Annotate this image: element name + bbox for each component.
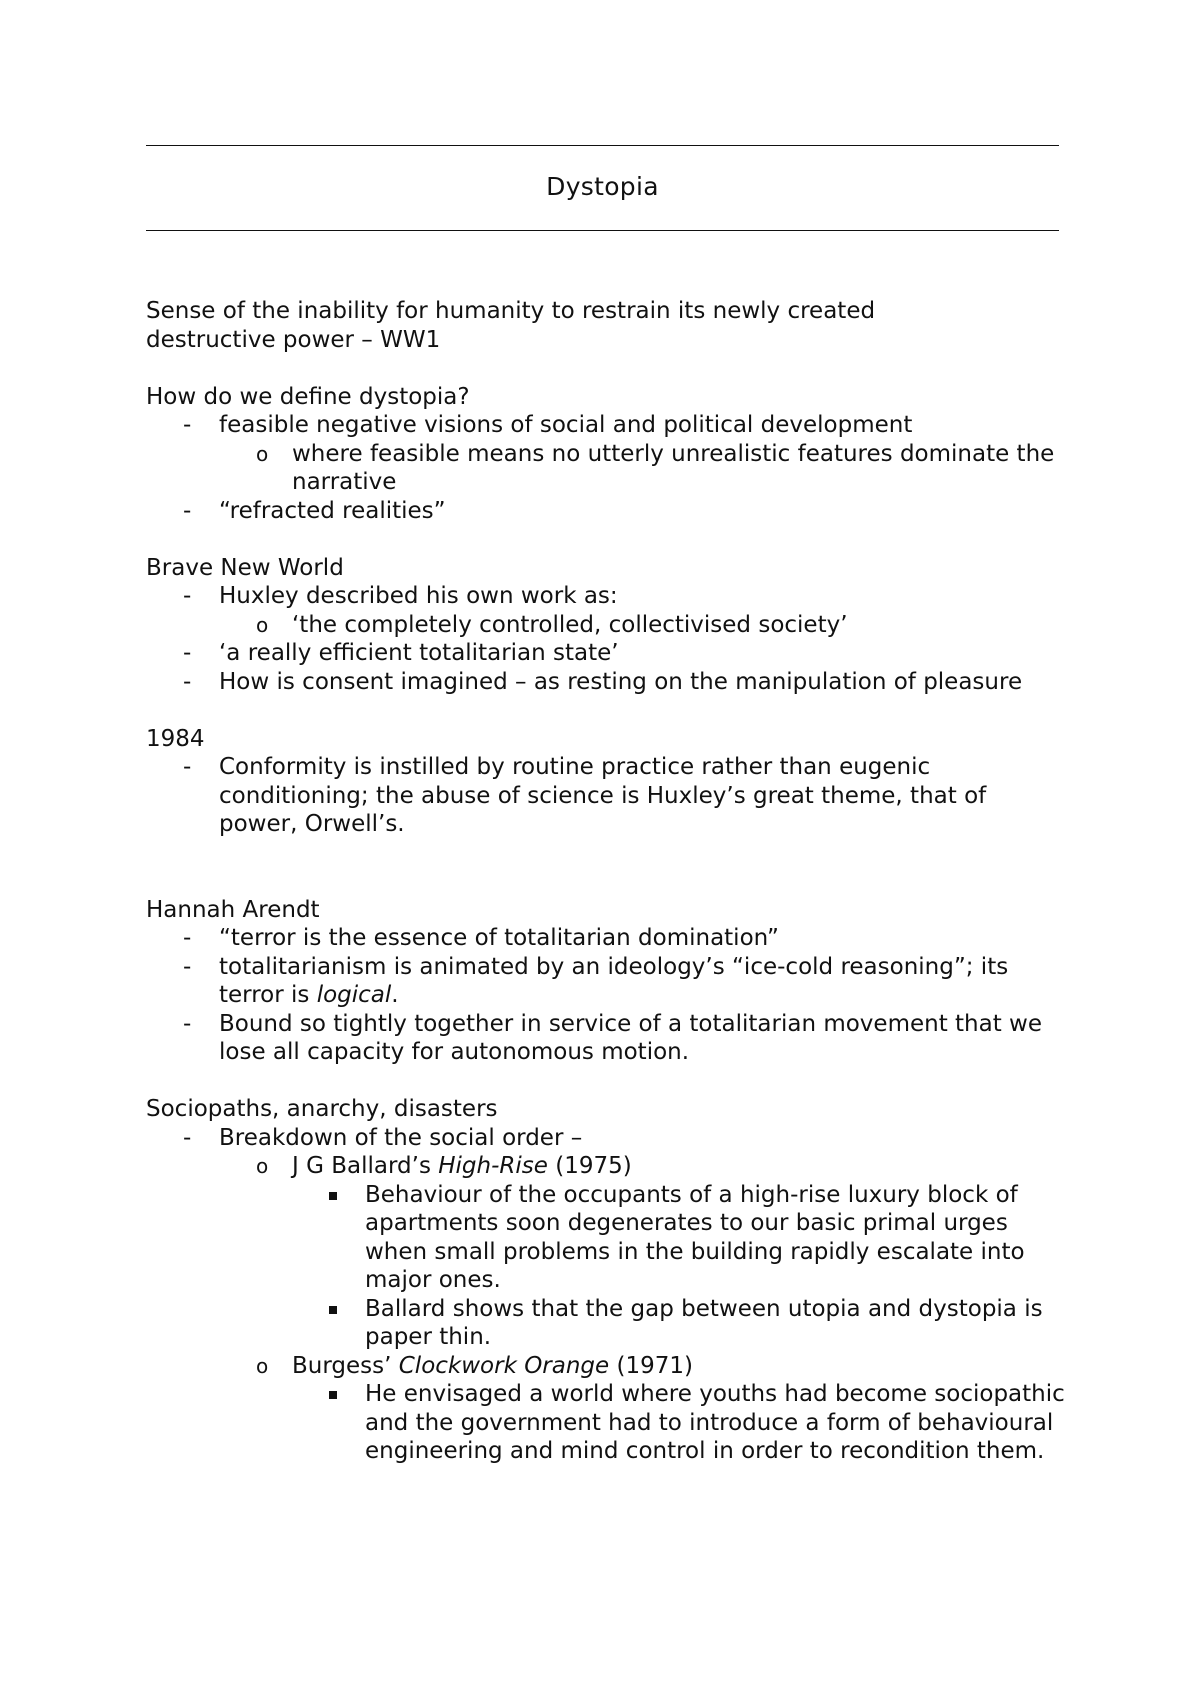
list-item: Behaviour of the occupants of a high-rise luxury block of apartments soon degenerates to our basic primal urges when small problems in the building rapidly escalate into major ones. (146, 1181, 1066, 1295)
list-item: - Conformity is instilled by routine practice rather than eugenic conditioning; the abuse of science is Huxley’s great theme, that of power, Orwell’s. (183, 754, 987, 837)
circle-bullet: o (256, 1154, 269, 1178)
dash-bullet: - (183, 583, 192, 609)
circle-bullet: o (256, 1353, 269, 1378)
title-top-rule (146, 145, 1059, 146)
intro-line-2: destructive power – WW1 (146, 326, 441, 353)
document-title: Dystopia (546, 172, 659, 201)
section-heading-brave-new-world: Brave New World (146, 554, 344, 581)
section-heading-sociopaths: Sociopaths, anarchy, disasters (146, 1096, 498, 1122)
list-item: o where feasible means no utterly unrealistic features dominate the narrative (256, 440, 1055, 495)
list-item: - Huxley described his own work as: (183, 583, 618, 609)
square-bullet (329, 1306, 337, 1314)
section-heading-arendt: Hannah Arendt (146, 896, 320, 923)
list-item: He envisaged a world where youths had become sociopathic and the government had to introduce a form of behavioural engineering and mind control in order to recondition them. (146, 1380, 1066, 1466)
dash-bullet: - (183, 953, 192, 980)
list-item: o ‘the completely controlled, collectivised society’ (256, 611, 848, 638)
list-item: o Burgess’ Clockwork Orange (1971) (256, 1352, 693, 1379)
list-item: - Breakdown of the social order – (183, 1124, 583, 1151)
list-item: - ‘a really efficient totalitarian state’ (183, 640, 619, 666)
circle-bullet: o (256, 441, 269, 466)
list-item: - How is consent imagined – as resting on the manipulation of pleasure (183, 668, 1023, 695)
document-body (146, 297, 1066, 1466)
define-list (146, 411, 1066, 440)
square-bullet (329, 1391, 337, 1399)
list-item: - feasible negative visions of social and political development (183, 412, 913, 438)
section-heading-define: How do we define dystopia? (146, 383, 470, 410)
list-item: - “refracted realities” (183, 497, 446, 524)
square-bullet (329, 1192, 337, 1200)
list-item: - “terror is the essence of totalitarian domination” (183, 925, 779, 951)
dash-bullet: - (183, 1124, 192, 1151)
intro-line-1: Sense of the inability for humanity to restrain its newly created (146, 298, 876, 324)
dash-bullet: - (183, 668, 192, 695)
dash-bullet: - (183, 1010, 192, 1037)
title-bottom-rule (146, 230, 1059, 231)
circle-bullet: o (256, 612, 269, 637)
dash-bullet: - (183, 925, 192, 951)
dash-bullet: - (183, 640, 192, 666)
section-heading-1984: 1984 (146, 725, 205, 752)
dash-bullet: - (183, 754, 192, 780)
list-item: Ballard shows that the gap between utopia and dystopia is paper thin. (146, 1295, 1066, 1352)
list-item: o J G Ballard’s High-Rise (1975) (256, 1153, 632, 1179)
dash-bullet: - (183, 497, 192, 524)
define-sublist (146, 440, 1066, 497)
list-item: - totalitarianism is animated by an ideology’s “ice-cold reasoning”; its terror is logical. (183, 953, 1009, 1008)
list-item: - Bound so tightly together in service of a totalitarian movement that we lose all capacity for autonomous motion. (183, 1010, 1043, 1065)
dash-bullet: - (183, 412, 192, 438)
